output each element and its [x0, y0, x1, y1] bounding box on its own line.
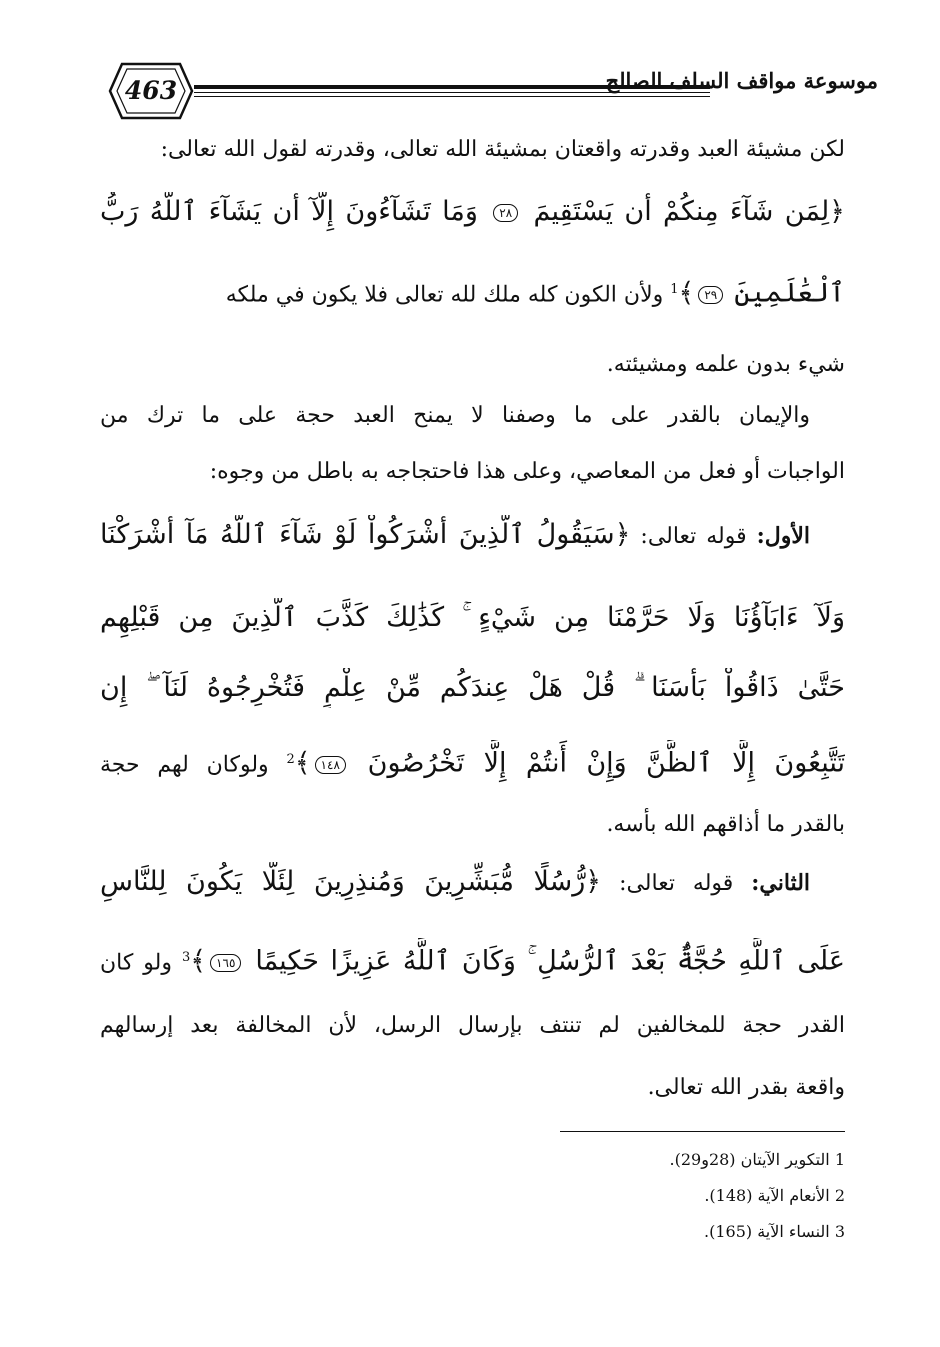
verse-line: ﴿لِمَن شَآءَ مِنكُمْ أَن يَسْتَقِيمَ ٢٨ وَمَا تَشَآءُونَ إِلَّآ أَن يَشَآءَ ٱللَّهُ رَبُّ — [100, 196, 845, 227]
verse-line: وَلَآ ءَابَآؤُنَا وَلَا حَرَّمْنَا مِن شَيْءٍ ۚ كَذَٰلِكَ كَذَّبَ ٱلَّذِينَ مِن قَبْلِهِم — [100, 602, 845, 633]
verse-line: حَتَّىٰ ذَاقُواْ بَأْسَنَا ۗ قُلْ هَلْ عِندَكُم مِّنْ عِلْمٍ فَتُخْرِجُوهُ لَنَآ ۖ إِن — [100, 672, 845, 703]
page-number: 463 — [124, 76, 178, 105]
footnote: 1 التكوير الآيتان (28و29). — [669, 1150, 845, 1169]
text-line: لكن مشيئة العبد وقدرته واقعتان بمشيئة الله تعالى، وقدرته لقول الله تعالى: — [160, 137, 845, 162]
footnote: 2 الأنعام الآية (148). — [704, 1186, 845, 1205]
text-line: الواجبات أو فعل من المعاصي، وعلى هذا فاحتجاجه به باطل من وجوه: — [209, 459, 845, 484]
verse-line: الثاني: قوله تعالى: ﴿رُّسُلًا مُّبَشِّرِينَ وَمُنذِرِينَ لِئَلَّا يَكُونَ لِلنَّاسِ — [100, 866, 810, 897]
ayah-marker: ٢٩ — [698, 286, 723, 304]
text-line: القدر حجة للمخالفين لم تنتف بإرسال الرسل، لأن المخالفة بعد إرسالهم — [100, 1013, 845, 1038]
verse-line: الأول: قوله تعالى: ﴿سَيَقُولُ ٱلَّذِينَ أَشْرَكُواْ لَوْ شَآءَ ٱللَّهُ مَآ أَشْرَكْنَا — [100, 519, 810, 550]
ayah-marker: ١٤٨ — [315, 756, 346, 774]
point-label: الثاني: — [751, 870, 810, 896]
text-line: شيء بدون علمه ومشيئته. — [606, 352, 845, 377]
text-line: والإيمان بالقدر على ما وصفنا لا يمنح العبد حجة على ما ترك من — [100, 403, 810, 428]
text-line: بالقدر ما أذاقهم الله بأسه. — [606, 812, 845, 837]
verse-line: عَلَى ٱللَّهِ حُجَّةٌۢ بَعْدَ ٱلرُّسُلِ ۚ وَكَانَ ٱللَّهُ عَزِيزًا حَكِيمًا ١٦٥﴾$^3$ ولو كان — [100, 945, 845, 977]
running-header — [108, 58, 878, 124]
footnote-ref: 1 — [670, 282, 679, 297]
header-rule-thin — [194, 96, 710, 97]
verse-line: تَتَّبِعُونَ إِلَّا ٱلظَّنَّ وَإِنْ أَنتُمْ إِلَّا تَخْرُصُونَ ١٤٨﴾$^2$ ولوكان لهم حجة — [100, 747, 845, 779]
footnote-separator — [560, 1131, 845, 1132]
footnote-ref: 2 — [286, 752, 295, 767]
ayah-marker: ١٦٥ — [210, 954, 241, 972]
book-title: موسوعة مواقف السلف الصالح — [605, 68, 878, 93]
footnote-ref: 3 — [181, 950, 191, 965]
text-line: واقعة بقدر الله تعالى. — [647, 1075, 845, 1100]
page-number-badge — [108, 60, 194, 122]
footnote: 3 النساء الآية (165). — [704, 1222, 845, 1241]
point-label: الأول: — [756, 523, 810, 549]
verse-line: ٱلْعَٰلَمِينَ ٢٩﴾$^1$ ولأن الكون كله ملك لله تعالى فلا يكون في ملكه — [225, 277, 845, 309]
ayah-marker: ٢٨ — [493, 204, 518, 222]
